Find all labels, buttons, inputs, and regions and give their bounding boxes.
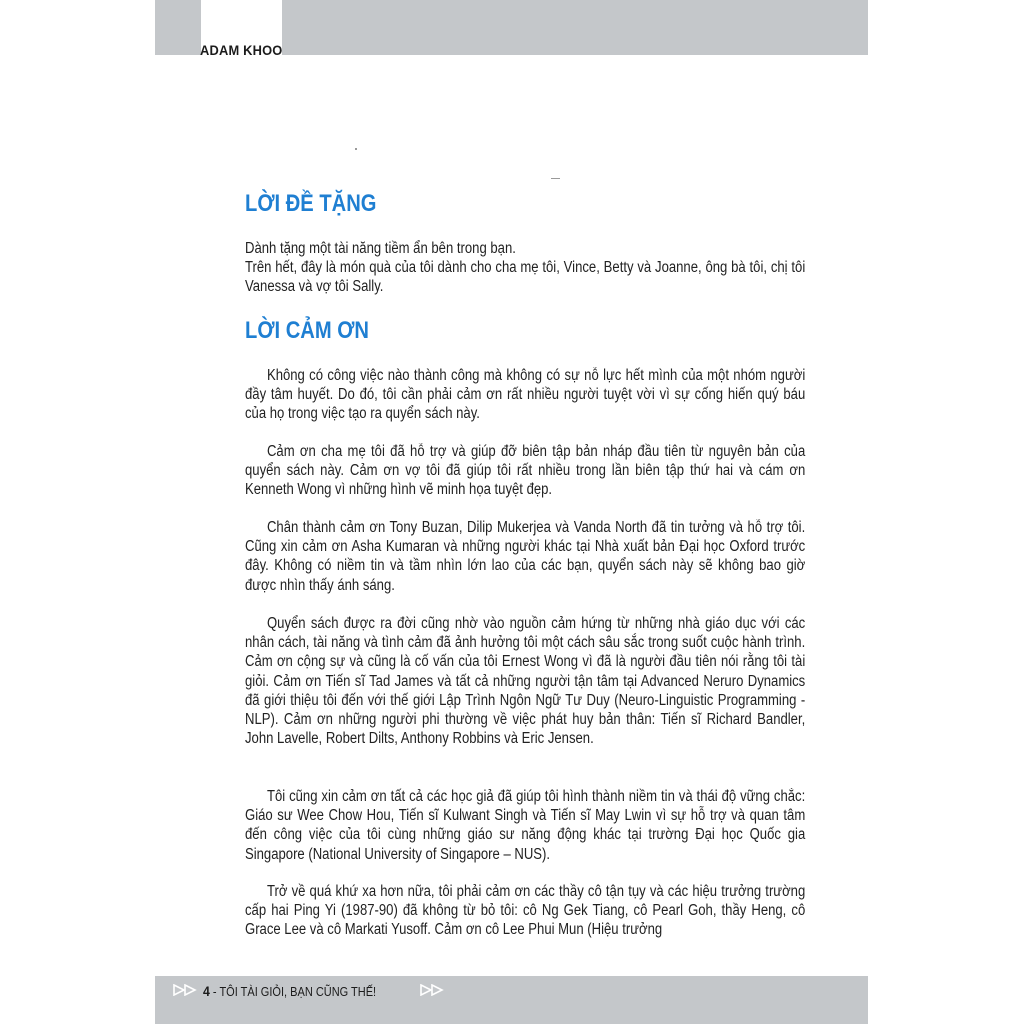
double-chevron-right-icon bbox=[420, 984, 444, 996]
print-speck bbox=[355, 148, 357, 150]
double-chevron-right-icon bbox=[173, 984, 197, 996]
book-title: TÔI TÀI GIỎI, BẠN CŨNG THẾ! bbox=[219, 985, 377, 999]
acknowledgement-paragraph: Cảm ơn cha mẹ tôi đã hỗ trợ và giúp đỡ biên tập bản nháp đầu tiên từ nguyên bản của quyển sách này. Cảm ơn vợ tôi đã giúp tôi rất nhiều trong lần biên tập thứ hai và cám ơn Kenneth Wong vì những hình vẽ minh họa tuyệt đẹp. bbox=[245, 443, 806, 499]
acknowledgement-paragraph: Không có công việc nào thành công mà không có sự nỗ lực hết mình của một nhóm người đầy tâm huyết. Do đó, tôi cần phải cảm ơn rất nhiều người tuyệt vời vì sự cống hiến quý báu của họ trong việc tạo ra quyển sách này. bbox=[245, 367, 806, 423]
page-number: 4 bbox=[203, 983, 210, 999]
print-speck bbox=[551, 178, 560, 179]
footer-separator: - bbox=[209, 985, 220, 999]
dedication-line-2: Trên hết, đây là món quà của tôi dành cho cha mẹ tôi, Vince, Betty và Joanne, ông bà tôi, chị tôi Vanessa và vợ tôi Sally. bbox=[245, 259, 806, 296]
running-head: ADAM KHOO bbox=[200, 42, 283, 58]
acknowledgement-paragraph: Trở về quá khứ xa hơn nữa, tôi phải cảm ơn các thầy cô tận tụy và các hiệu trưởng trường cấp hai Ping Yi (1987-90) đã không từ bỏ tôi: cô Ng Gek Tiang, cô Pearl Goh, thầy Heng, cô Grace Lee và cô Markati Yusoff. Cảm ơn cô Lee Phui Mun (Hiệu trưởng bbox=[245, 883, 806, 939]
acknowledgement-paragraph: Quyển sách được ra đời cũng nhờ vào nguồn cảm hứng từ những nhà giáo dục với các nhân cách, tài năng và tình cảm đã ảnh hưởng tôi một cách sâu sắc trong suốt cuộc hành trình. Cảm ơn cộng sự và cũng là cố vấn của tôi Ernest Wong vì đã là người đầu tiên nói rằng tôi tài giỏi. Cảm ơn Tiến sĩ Tad James và tất cả những người tận tâm tại Advanced Neruro Dynamics đã giới thiệu tôi đến với thế giới Lập Trình Ngôn Ngữ Tư Duy (Neuro-Linguistic Programming - NLP). Cảm ơn những người phi thường về việc phát huy bản thân: Tiến sĩ Richard Bandler, John Lavelle, Robert Dilts, Anthony Robbins và Eric Jensen. bbox=[245, 615, 806, 748]
dedication-line-1: Dành tặng một tài năng tiềm ẩn bên trong bạn. bbox=[245, 240, 516, 257]
acknowledgement-paragraph: Tôi cũng xin cảm ơn tất cả các học giả đã giúp tôi hình thành niềm tin và thái độ vững chắc: Giáo sư Wee Chow Hou, Tiến sĩ Kulwant Singh và Tiến sĩ May Lwin vì sự hỗ trợ và quan tâm đến công việc của tôi cùng những giáo sư năng động khác tại trường Đại học Quốc gia Singapore (National University of Singapore – NUS). bbox=[245, 788, 806, 863]
book-page bbox=[155, 0, 868, 1024]
acknowledgements-title: LỜI CẢM ƠN bbox=[245, 317, 369, 344]
dedication-title: LỜI ĐỀ TẶNG bbox=[245, 190, 377, 217]
acknowledgement-paragraph: Chân thành cảm ơn Tony Buzan, Dilip Mukerjea và Vanda North đã tin tưởng và hỗ trợ tôi. Cũng xin cảm ơn Asha Kumaran và những người khác tại Nhà xuất bản Đại học Oxford trước đây. Không có niềm tin và tầm nhìn lớn lao của các bạn, quyển sách này sẽ không bao giờ được nhìn thấy ánh sáng. bbox=[245, 519, 806, 594]
footer-title bbox=[203, 983, 376, 999]
footer-band bbox=[155, 976, 868, 1024]
